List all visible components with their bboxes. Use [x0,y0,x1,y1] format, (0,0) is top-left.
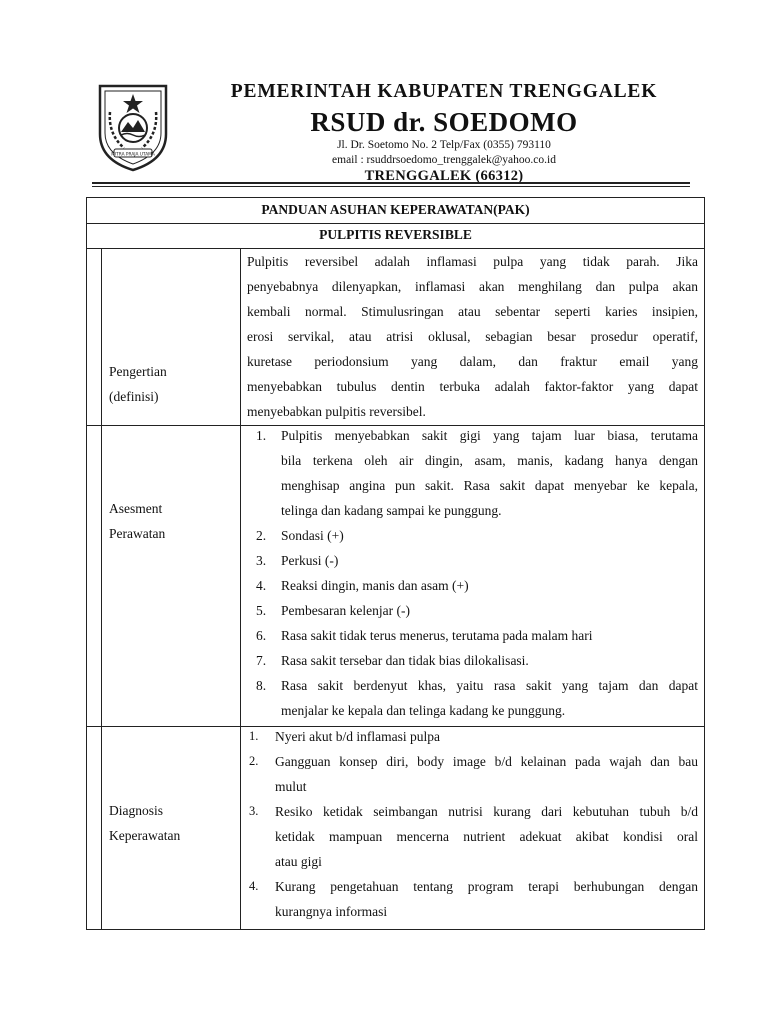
definition-label-line1: Pengertian [109,364,167,379]
letterhead [86,70,706,190]
assessment-label-line1: Asesment [109,501,163,516]
definition-label-line2: (definisi) [109,389,159,404]
hospital-name: RSUD dr. SOEDOMO [310,107,578,137]
hospital-email: email : rsuddrsoedomo_trenggalek@yahoo.co.id [332,154,556,166]
care-guide-table [86,197,705,930]
definition-line: menyebabkan tubulus dentin terbuka adalah faktor-faktor yang dapat [247,379,698,394]
item-line: Reaksi dingin, manis dan asam (+) [281,578,469,593]
assessment-item [247,598,698,623]
item-number: 8. [256,678,267,693]
item-number: 3. [256,553,267,568]
assessment-item [247,673,698,723]
diagnosis-item [247,874,698,924]
item-line: Pembesaran kelenjar (-) [281,603,410,618]
item-number: 2. [249,754,259,768]
item-line: atau gigi [275,854,322,869]
definition-line: kuretase periodonsium yang dalam, dan fraktur email yang [247,354,698,369]
row-margin-cell [87,249,102,425]
item-line: Rasa sakit berdenyut khas, yaitu rasa sakit yang tajam dan dapat [281,678,698,693]
item-line: Pulpitis menyebabkan sakit gigi yang tajam luar biasa, terutama [281,428,698,443]
item-line: Kurang pengetahuan tentang program terapi berhubungan dengan [275,879,698,894]
definition-line: kembali normal. Stimulusringan atau sebentar seperti karies insipien, [247,304,698,319]
item-number: 4. [256,578,267,593]
item-line: Rasa sakit tersebar dan tidak bias dilokalisasi. [281,653,529,668]
diagnosis-row [87,727,704,929]
definition-line: penyebabnya dilenyapkan, inflamasi akan menghilang dan pulpa akan [247,279,698,294]
diagnosis-item [247,799,698,874]
assessment-item [247,623,698,648]
trenggalek-regency-crest-icon [94,82,172,172]
assessment-item [247,523,698,548]
assessment-item [247,548,698,573]
item-number: 4. [249,879,259,893]
definition-line: Pulpitis reversibel adalah inflamasi pulpa yang tidak parah. Jika [247,254,698,269]
document-subtitle: PULPITIS REVERSIBLE [87,223,704,249]
item-number: 5. [256,603,267,618]
svg-text:MITRA PRAJA UTAMA: MITRA PRAJA UTAMA [111,152,155,158]
document-title: PANDUAN ASUHAN KEPERAWATAN(PAK) [87,198,704,224]
item-line: kurangnya informasi [275,904,388,919]
diagnosis-label-line1: Diagnosis [109,803,163,818]
assessment-item [247,648,698,673]
definition-line: erosi servikal, atau atrisi oklusal, sebagian besar prosedur operatif, [247,329,698,344]
item-number: 3. [249,804,259,818]
letterhead-text [194,80,694,186]
diagnosis-item [247,749,698,799]
item-line: Resiko ketidak seimbangan nutrisi kurang dari kebutuhan tubuh b/d [275,804,698,819]
item-line: telinga dan kadang sampai ke punggung. [281,503,502,518]
diagnosis-label-line2: Keperawatan [109,828,181,843]
item-line: Gangguan konsep diri, body image b/d kelainan pada wajah dan bau [275,754,698,769]
diagnosis-label-cell [102,727,241,929]
item-line: Perkusi (-) [281,553,339,568]
assessment-list [247,423,698,723]
item-number: 6. [256,628,267,643]
diagnosis-item [247,724,698,749]
row-margin-cell [87,426,102,726]
definition-line: menyebabkan pulpitis reversibel. [247,404,426,419]
item-line: Nyeri akut b/d inflamasi pulpa [275,729,440,744]
hospital-city: TRENGGALEK (66312) [364,168,524,184]
item-line: Rasa sakit tidak terus menerus, terutama pada malam hari [281,628,593,643]
definition-row [87,249,704,426]
item-number: 1. [256,428,267,443]
definition-text [247,249,698,424]
assessment-item [247,573,698,598]
item-line: menghisap angina pun sakit. Rasa sakit dapat menyebar ke kepala, [281,478,698,493]
assessment-label-line2: Perawatan [109,526,166,541]
assessment-item [247,423,698,523]
item-number: 1. [249,729,259,743]
item-number: 2. [256,528,267,543]
government-name: PEMERINTAH KABUPATEN TRENGGALEK [230,81,658,102]
item-line: Sondasi (+) [281,528,344,543]
diagnosis-list [247,724,698,924]
item-line: bila terkena oleh air dingin, asam, manis, kadang hanya dengan [281,453,698,468]
row-margin-cell [87,727,102,929]
item-line: menjalar ke kepala dan telinga kadang ke punggung. [281,703,566,718]
definition-label-cell [102,249,241,425]
assessment-label-cell [102,426,241,726]
letterhead-rule-thick [92,182,690,184]
item-line: mulut [275,779,307,794]
item-number: 7. [256,653,267,668]
assessment-row [87,426,704,727]
item-line: ketidak mampuan mencerna nutrient adekuat akibat kondisi oral [275,829,698,844]
hospital-address: Jl. Dr. Soetomo No. 2 Telp/Fax (0355) 793110 [337,139,551,151]
letterhead-rule-thin [92,186,690,187]
